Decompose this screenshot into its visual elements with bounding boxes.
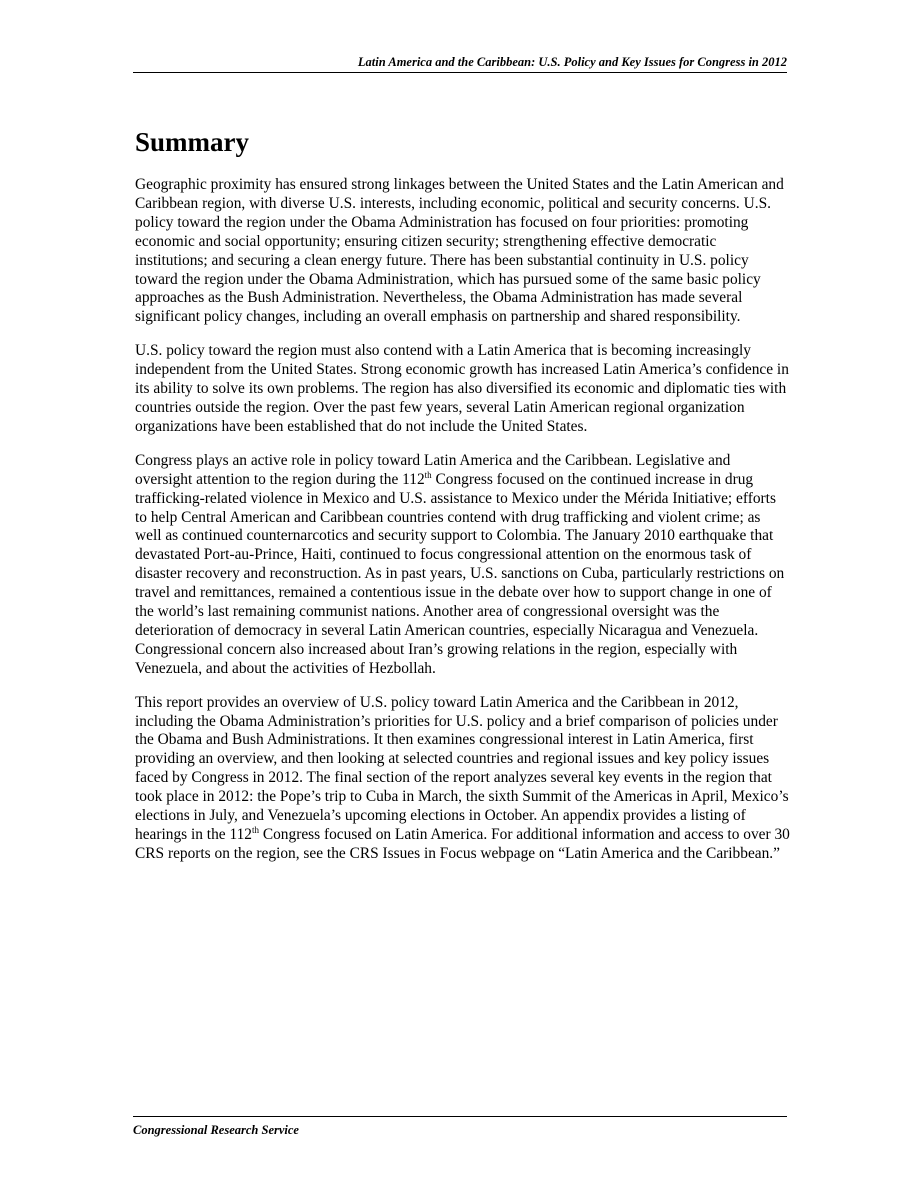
paragraph-4-text-a: This report provides an overview of U.S. policy toward Latin America and the Caribbean in 2012, including the Obama Administration’s priorities for U.S. policy and a brief comparison of policies under the Obama and Bush Administrations. It then examines congressional interest in Latin America, first providing an overview, and then looking at selected countries and regional issues and key policy issues faced by Congress in 2012. The final section of the report analyzes several key events in the region that took place in 2012: the Pope’s trip to Cuba in March, the sixth Summit of the Americas in April, Mexico’s elections in July, and Venezuela’s upcoming elections in October. An appendix provides a listing of hearings in the 112 xyxy=(135,693,789,843)
summary-body xyxy=(135,176,790,879)
paragraph-3-text-a: Congress plays an active role in policy toward Latin America and the Caribbean. Legislative and oversight attention to the region during the 112 xyxy=(135,451,731,488)
summary-paragraph-4 xyxy=(135,694,790,864)
paragraph-3-text-b: Congress focused on the continued increase in drug trafficking-related violence in Mexico and U.S. assistance to Mexico under the Mérida Initiative; efforts to help Central American and Caribbean countries contend with drug trafficking and violent crime; as well as continued counternarcotics and security support to Colombia. The January 2010 earthquake that devastated Port-au-Prince, Haiti, continued to focus congressional attention on the enormous task of disaster recovery and reconstruction. As in past years, U.S. sanctions on Cuba, particularly restrictions on travel and remittances, remained a contentious issue in the debate over how to support change in one of the world’s last remaining communist nations. Another area of congressional oversight was the deterioration of democracy in several Latin American countries, especially Nicaragua and Venezuela. Congressional concern also increased about Iran’s growing relations in the region, especially with Venezuela, and about the activities of Hezbollah. xyxy=(135,470,785,677)
page-title: Summary xyxy=(135,127,249,157)
summary-paragraph-3 xyxy=(135,452,790,679)
summary-paragraph-2: U.S. policy toward the region must also contend with a Latin America that is becoming increasingly independent from the United States. Strong economic growth has increased Latin America’s confidence in its ability to solve its own problems. The region has also diversified its economic and diplomatic ties with countries outside the region. Over the past few years, several Latin American regional organization organizations have been established that do not include the United States. xyxy=(135,342,789,435)
ordinal-superscript: th xyxy=(251,825,259,835)
running-header: Latin America and the Caribbean: U.S. Policy and Key Issues for Congress in 2012 xyxy=(133,53,787,73)
paragraph-4-text-b: Congress focused on Latin America. For additional information and access to over 30 CRS reports on the region, see the CRS Issues in Focus webpage on “Latin America and the Caribbean.” xyxy=(135,826,790,862)
ordinal-superscript: th xyxy=(424,469,432,480)
running-footer: Congressional Research Service xyxy=(133,1116,787,1139)
summary-paragraph-1: Geographic proximity has ensured strong linkages between the United States and the Latin American and Caribbean region, with diverse U.S. interests, including economic, political and security concerns. U.S. policy toward the region under the Obama Administration has focused on four priorities: promoting economic and social opportunity; ensuring citizen security; strengthening effective democratic institutions; and securing a clean energy future. There has been substantial continuity in U.S. policy toward the region under the Obama Administration, which has pursued some of the same basic policy approaches as the Bush Administration. Nevertheless, the Obama Administration has made several significant policy changes, including an overall emphasis on partnership and shared responsibility. xyxy=(135,176,784,326)
